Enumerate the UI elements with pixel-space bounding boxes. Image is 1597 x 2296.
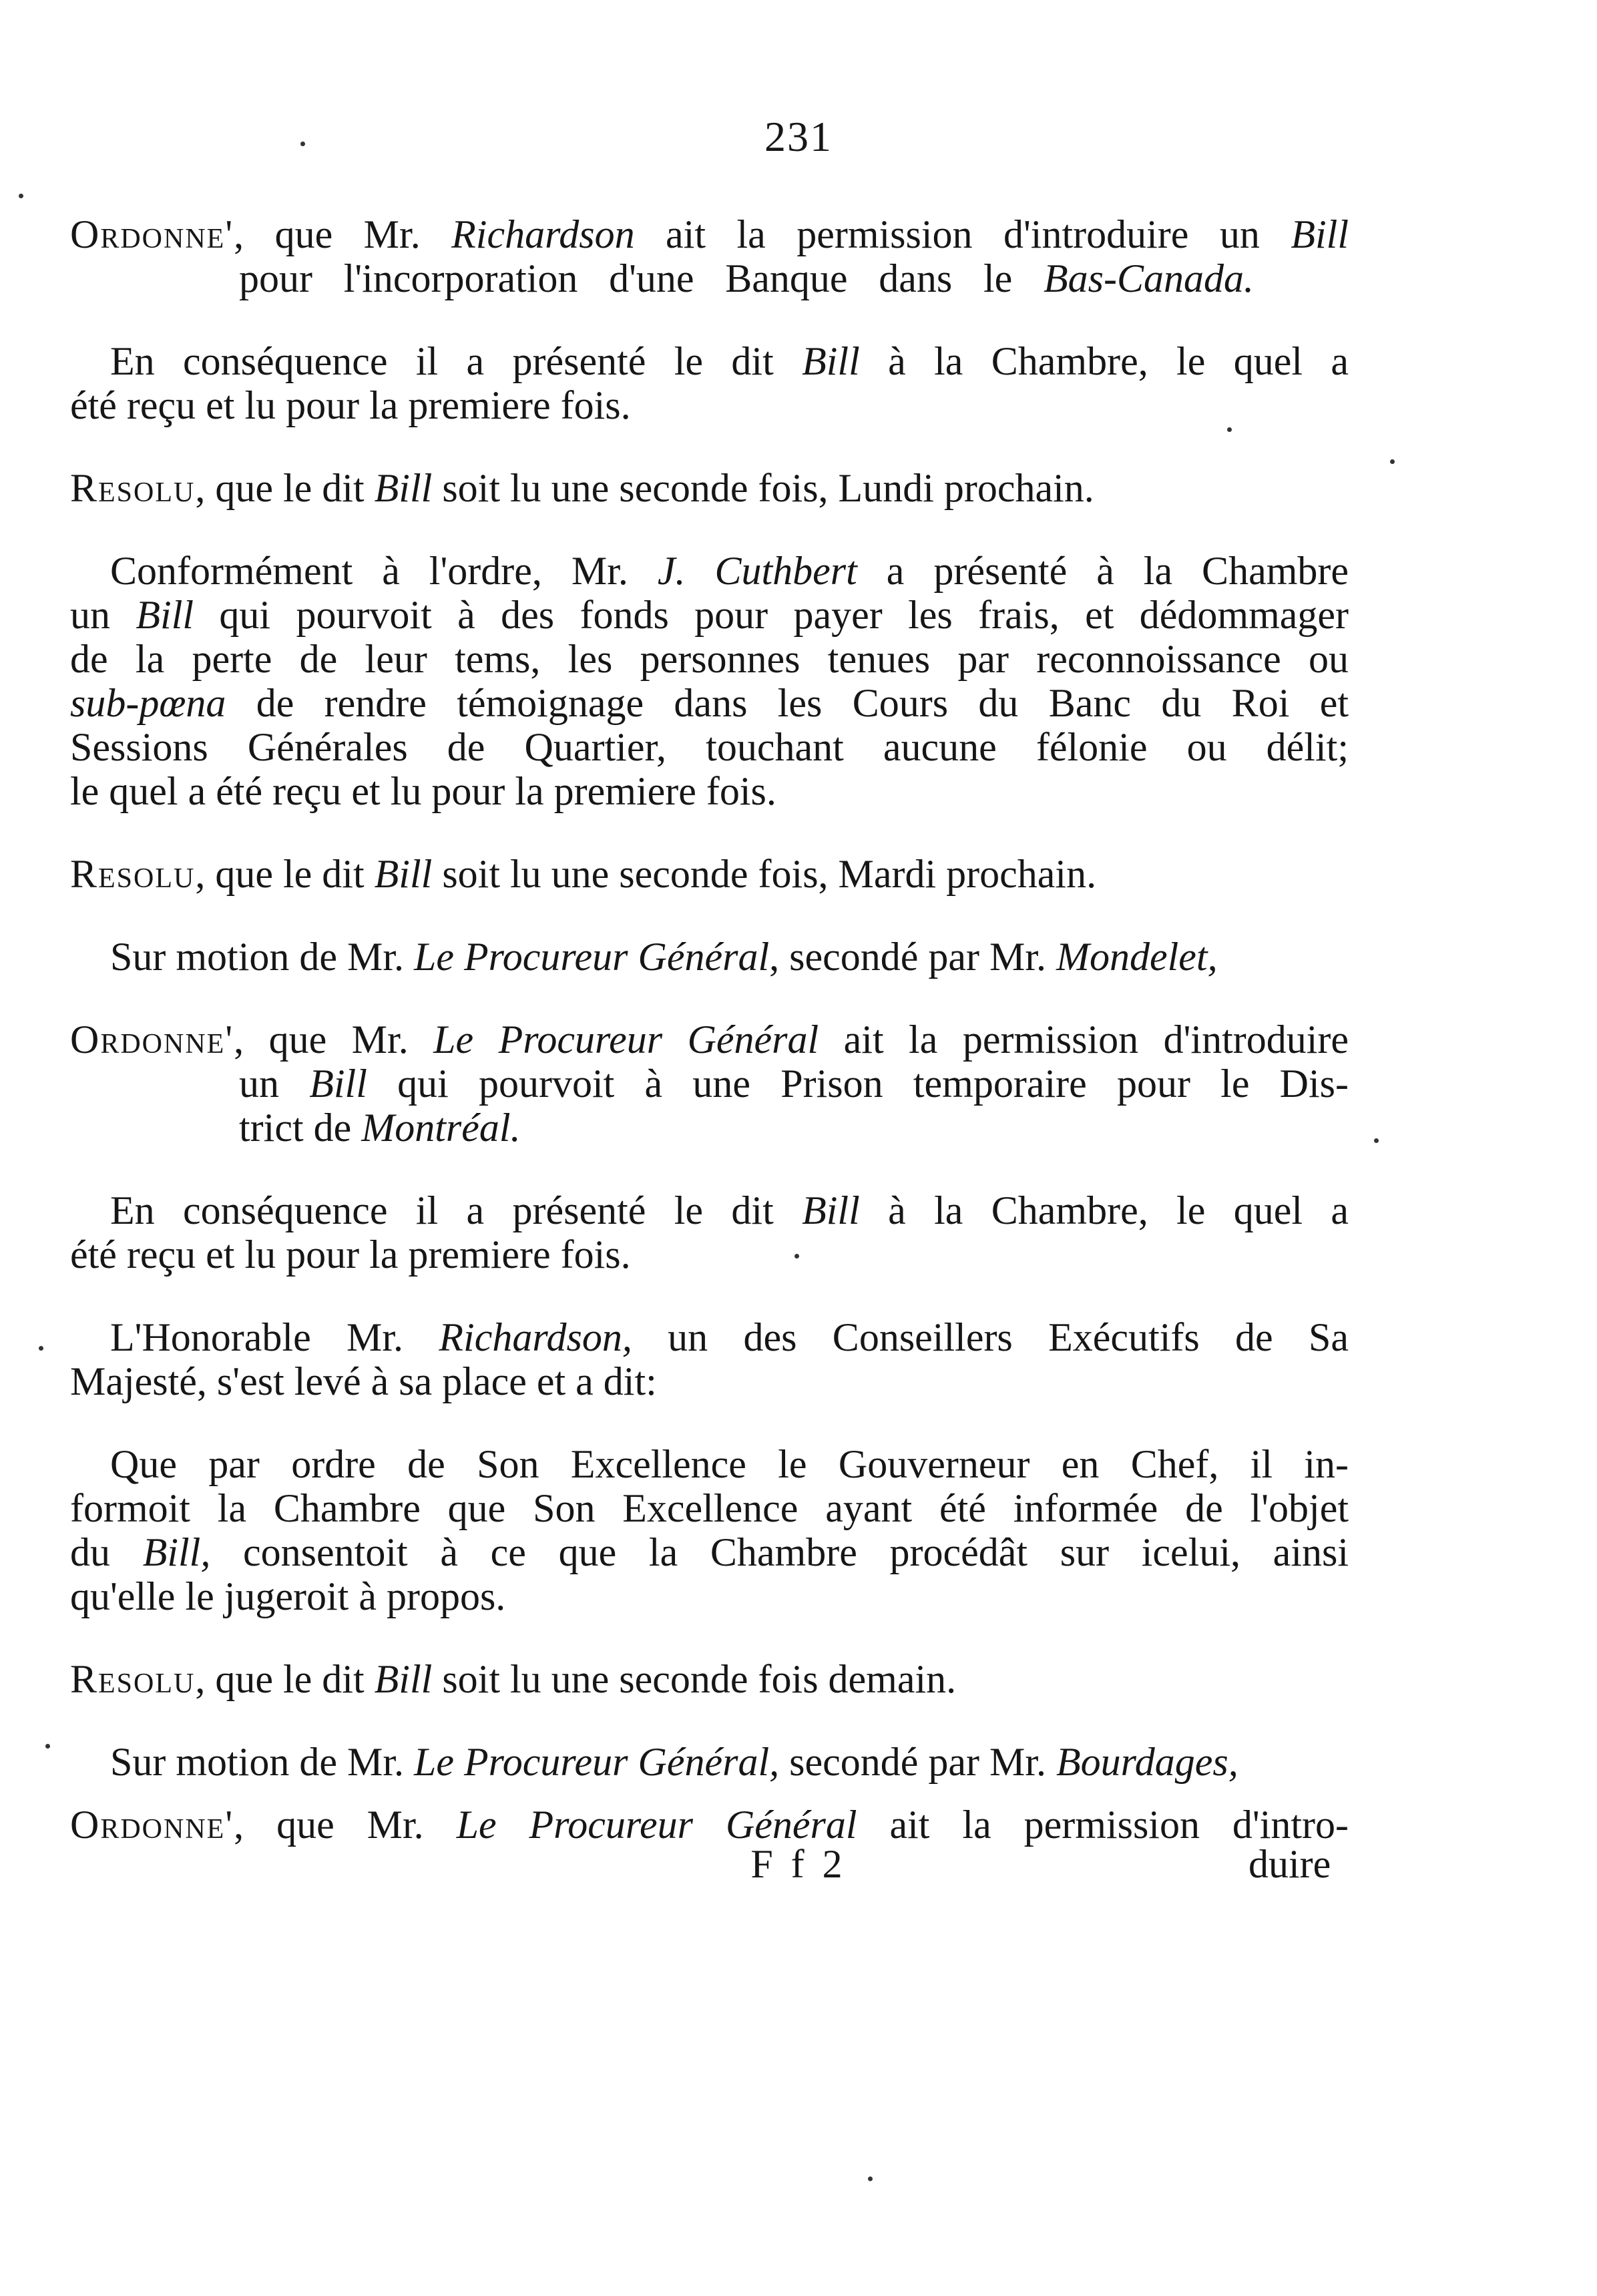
ink-speck xyxy=(1227,427,1232,432)
text-line xyxy=(70,1803,1349,1847)
text-line xyxy=(70,1017,1349,1062)
text-run: ait la permission d'introduire xyxy=(819,1017,1349,1062)
page-number: 231 xyxy=(764,113,833,160)
italic-run: Bill xyxy=(374,1657,433,1701)
italic-run: Bill xyxy=(309,1062,367,1106)
text-run: , que Mr. xyxy=(234,1803,457,1847)
signature-mark: F f 2 xyxy=(750,1842,847,1886)
text-run: un xyxy=(239,1062,310,1106)
text-run: Conformément à l'ordre, Mr. xyxy=(110,549,658,593)
italic-run: Bill xyxy=(136,593,194,637)
text-line xyxy=(110,1740,1238,1784)
text-run: pour l'incorporation d'une Banque dans le xyxy=(239,256,1044,300)
text-line xyxy=(239,1062,1349,1106)
italic-run: Le Procureur Général xyxy=(433,1017,819,1062)
text-run: le quel a été reçu et lu pour la premiere fois. xyxy=(70,769,776,813)
text-run: été reçu et lu pour la premiere fois. xyxy=(70,383,631,427)
text-run: , secondé par Mr. xyxy=(769,935,1057,979)
text-run: ait la permission d'intro- xyxy=(857,1803,1349,1847)
italic-run: Bill xyxy=(802,1188,860,1232)
italic-run: Bill xyxy=(1291,212,1349,256)
text-run: Sur motion de Mr. xyxy=(110,1740,415,1784)
ink-speck xyxy=(1374,1138,1379,1143)
smallcaps-run: Resolu xyxy=(70,852,196,896)
text-run: qui pourvoit à des fonds pour payer les frais, et dédommager xyxy=(194,593,1349,637)
italic-run: Mondelet, xyxy=(1056,935,1218,979)
text-run: à la Chambre, le quel a xyxy=(859,1188,1349,1232)
text-line xyxy=(70,681,1349,725)
text-run: a présenté à la Chambre xyxy=(857,549,1349,593)
text-line xyxy=(110,1188,1349,1232)
italic-run: Montréal. xyxy=(361,1106,521,1150)
text-run: secondé par Mr. xyxy=(779,1740,1057,1784)
text-line xyxy=(70,212,1349,256)
text-run: Sur motion de Mr. xyxy=(110,935,415,979)
ink-speck xyxy=(45,1744,50,1749)
text-line xyxy=(70,1530,1349,1574)
text-run: , que Mr. xyxy=(234,212,452,256)
smallcaps-run: Resolu xyxy=(70,466,196,510)
text-line xyxy=(70,1359,657,1403)
text-run: de la perte de leur tems, les personnes tenues par reconnoissance ou xyxy=(70,637,1349,681)
text-run: L'Honorable Mr. xyxy=(110,1315,439,1359)
text-line xyxy=(70,852,1096,896)
text-line xyxy=(70,593,1349,637)
text-line xyxy=(110,1315,1349,1359)
ink-speck xyxy=(19,194,23,198)
text-run: du xyxy=(70,1530,143,1574)
text-line xyxy=(110,549,1349,593)
text-run: Sessions Générales de Quartier, touchant aucune félonie ou délit; xyxy=(70,725,1349,769)
text-run: été reçu et lu pour la premiere fois. xyxy=(70,1232,631,1277)
text-run: un xyxy=(70,593,136,637)
italic-run: Bourdages, xyxy=(1056,1740,1238,1784)
text-line xyxy=(110,339,1349,383)
text-line xyxy=(70,466,1094,510)
text-run: soit lu une seconde fois, Lundi prochain. xyxy=(432,466,1094,510)
catchword: duire xyxy=(1248,1842,1331,1886)
text-line xyxy=(70,1657,956,1701)
text-run: qu'elle le jugeroit à propos. xyxy=(70,1574,506,1618)
text-run: ait la permission d'introduire un xyxy=(634,212,1291,256)
text-run: consentoit à ce que la Chambre procédât sur icelui, ainsi xyxy=(210,1530,1349,1574)
italic-run: Le Procureur Général xyxy=(456,1803,857,1847)
text-run: En conséquence il a présenté le dit xyxy=(110,1188,803,1232)
text-line xyxy=(239,1106,521,1150)
text-line xyxy=(70,1574,505,1618)
smallcaps-run: Ordonne' xyxy=(70,1017,234,1062)
italic-run: Bill xyxy=(374,466,433,510)
text-line xyxy=(70,1232,631,1277)
text-run: , que le dit xyxy=(195,466,375,510)
italic-run: Bill, xyxy=(142,1530,211,1574)
ink-speck xyxy=(1390,459,1395,464)
text-run: formoit la Chambre que Son Excellence ayant été informée de l'objet xyxy=(70,1486,1349,1530)
text-line xyxy=(70,1486,1349,1530)
ink-speck xyxy=(868,2176,873,2181)
italic-run: J. Cuthbert xyxy=(657,549,857,593)
italic-run: sub-pœna xyxy=(70,681,226,725)
text-line xyxy=(110,1442,1349,1486)
text-line xyxy=(70,769,776,813)
text-line xyxy=(70,637,1349,681)
text-run: soit lu une seconde fois demain. xyxy=(432,1657,957,1701)
text-run: Que par ordre de Son Excellence le Gouverneur en Chef, il in- xyxy=(110,1442,1349,1486)
italic-run: Le Procureur Général xyxy=(414,935,770,979)
text-run: un des Conseillers Exécutifs de Sa xyxy=(632,1315,1349,1359)
text-line xyxy=(70,383,631,427)
text-line xyxy=(70,725,1349,769)
italic-run: Bas-Canada. xyxy=(1044,256,1254,300)
text-run: , que Mr. xyxy=(234,1017,434,1062)
text-run: Majesté, s'est levé à sa place et a dit: xyxy=(70,1359,657,1403)
text-run: soit lu une seconde fois, Mardi prochain. xyxy=(432,852,1097,896)
text-run: En conséquence il a présenté le dit xyxy=(110,339,803,383)
text-run: trict de xyxy=(239,1106,362,1150)
text-run: à la Chambre, le quel a xyxy=(859,339,1349,383)
text-line xyxy=(110,935,1218,979)
smallcaps-run: Resolu xyxy=(70,1657,196,1701)
text-run: , que le dit xyxy=(195,1657,375,1701)
italic-run: Richardson xyxy=(451,212,635,256)
italic-run: Bill xyxy=(802,339,860,383)
text-run: , que le dit xyxy=(195,852,375,896)
smallcaps-run: Ordonne' xyxy=(70,1803,234,1847)
ink-speck xyxy=(39,1346,43,1351)
ink-speck xyxy=(794,1254,799,1258)
ink-speck xyxy=(300,142,305,146)
italic-run: Le Procureur Général, xyxy=(414,1740,780,1784)
italic-run: Richardson, xyxy=(439,1315,632,1359)
text-line xyxy=(239,256,1254,300)
text-run: qui pourvoit à une Prison temporaire pour le Dis- xyxy=(367,1062,1349,1106)
smallcaps-run: Ordonne' xyxy=(70,212,234,256)
italic-run: Bill xyxy=(374,852,433,896)
text-run: de rendre témoignage dans les Cours du Banc du Roi et xyxy=(226,681,1349,725)
